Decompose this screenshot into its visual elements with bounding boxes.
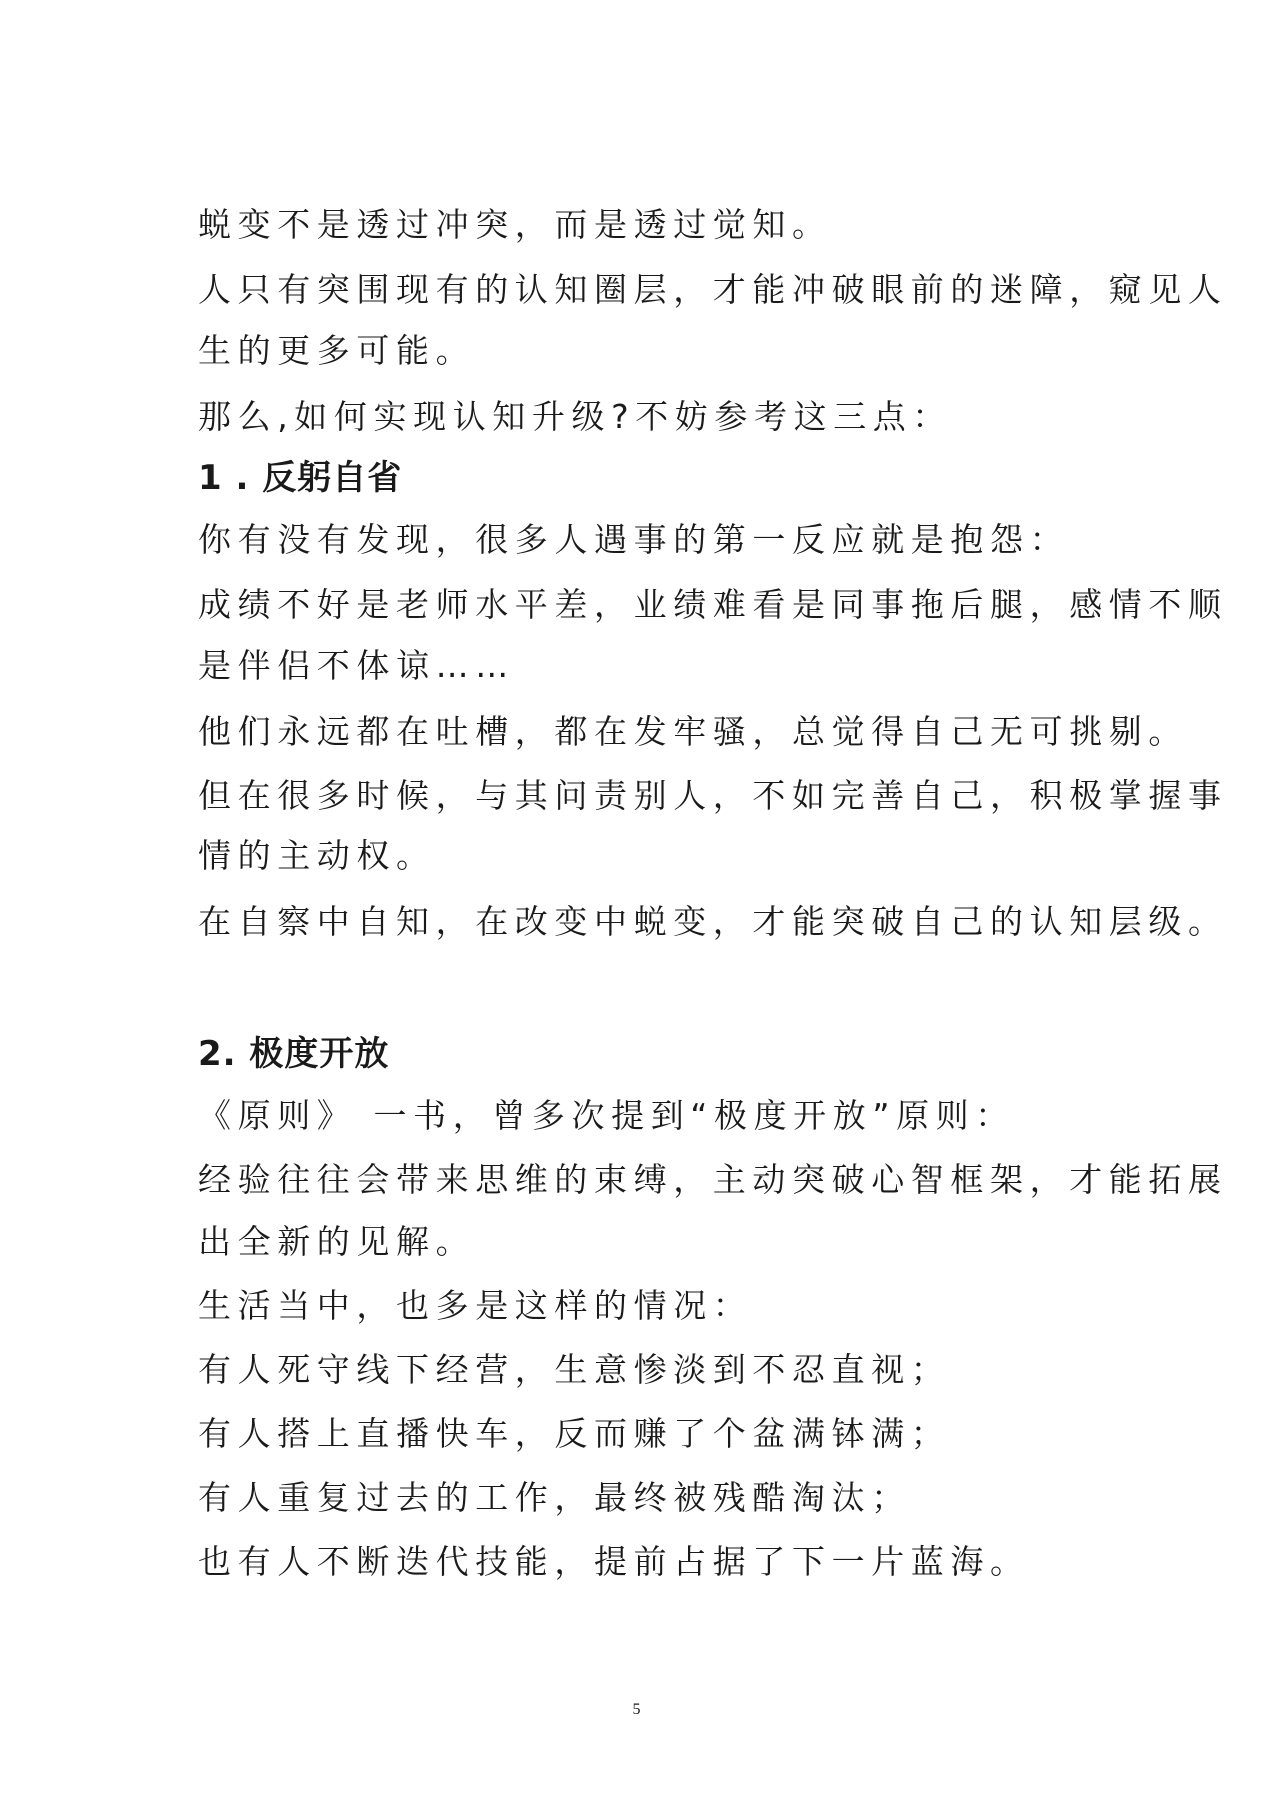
paragraph: 生活当中，也多是这样的情况： <box>198 1286 753 1325</box>
paragraph: 在自察中自知，在改变中蜕变，才能突破自己的认知层级。 <box>198 902 1228 941</box>
page-number: 5 <box>632 1701 641 1718</box>
paragraph-line: 但在很多时候，与其问责别人，不如完善自己，积极掌握事 <box>198 776 1228 815</box>
paragraph-line: 成绩不好是老师水平差，业绩难看是同事拖后腿，感情不顺 <box>198 585 1228 624</box>
paragraph: 他们永远都在吐槽，都在发牢骚，总觉得自己无可挑剔。 <box>198 712 1188 751</box>
paragraph: 也有人不断迭代技能，提前占据了下一片蓝海。 <box>198 1542 1030 1581</box>
section-heading-1: 1 . 反躬自省 <box>198 458 403 498</box>
section-heading-2: 2. 极度开放 <box>198 1034 390 1074</box>
paragraph: 有人死守线下经营，生意惨淡到不忍直视； <box>198 1350 951 1389</box>
paragraph: 有人搭上直播快车，反而赚了个盆满钵满； <box>198 1414 951 1453</box>
intro-question: 那么,如何实现认知升级?不妨参考这三点： <box>198 397 953 436</box>
paragraph-line: 情的主动权。 <box>198 836 436 875</box>
paragraph-line: 是伴侣不体谅…… <box>198 646 515 685</box>
paragraph-line: 经验往往会带来思维的束缚，主动突破心智框架，才能拓展 <box>198 1160 1228 1199</box>
intro-paragraph: 蜕变不是透过冲突，而是透过觉知。 <box>198 205 832 244</box>
paragraph: 《原则》 一书，曾多次提到“极度开放”原则： <box>198 1096 1015 1135</box>
paragraph: 有人重复过去的工作，最终被残酷淘汰； <box>198 1478 911 1517</box>
intro-paragraph-line: 生的更多可能。 <box>198 331 476 370</box>
paragraph-line: 出全新的见解。 <box>198 1222 476 1261</box>
intro-paragraph-line: 人只有突围现有的认知圈层，才能冲破眼前的迷障，窥见人 <box>198 270 1228 309</box>
paragraph: 你有没有发现，很多人遇事的第一反应就是抱怨： <box>198 520 1070 559</box>
